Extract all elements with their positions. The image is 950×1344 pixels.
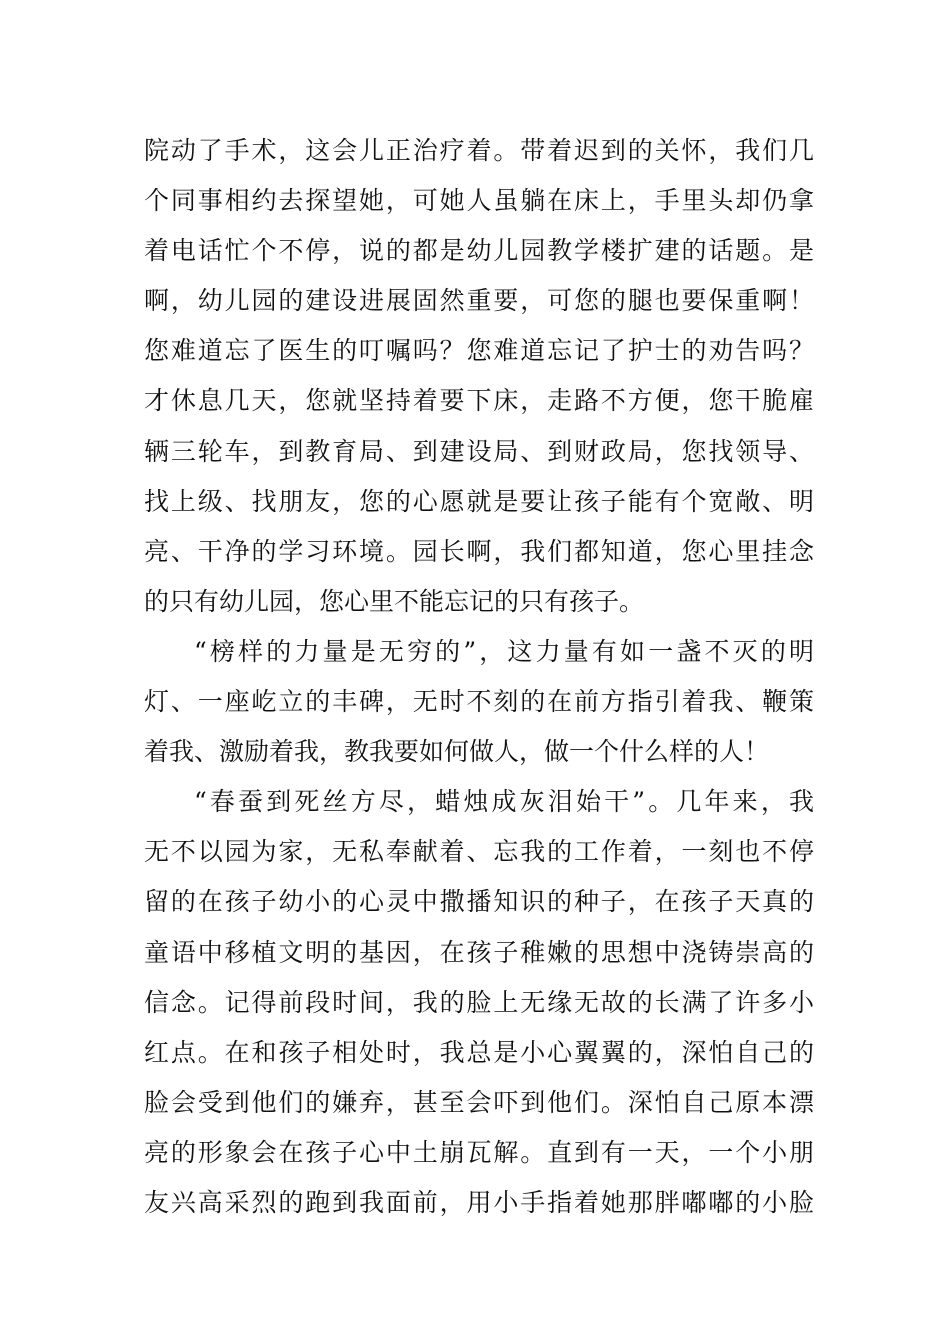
text-line: 信念。记得前段时间，我的脸上无缘无故的长满了许多小	[144, 987, 814, 1017]
text-line: 亮的形象会在孩子心中土崩瓦解。直到有一天，一个小朋	[144, 1137, 814, 1167]
text-line: 友兴高采烈的跑到我面前，用小手指着她那胖嘟嘟的小脸	[144, 1187, 814, 1217]
text-line: 才休息几天，您就坚持着要下床，走路不方便，您干脆雇	[144, 386, 814, 416]
text-line: 童语中移植文明的基因，在孩子稚嫩的思想中浇铸崇高的	[144, 937, 814, 967]
text-line: 着电话忙个不停，说的都是幼儿园教学楼扩建的话题。是	[144, 236, 814, 266]
text-line: “榜样的力量是无穷的”，这力量有如一盏不灭的明	[194, 636, 814, 666]
text-line: 脸会受到他们的嫌弃，甚至会吓到他们。深怕自己原本漂	[144, 1087, 814, 1117]
text-line: 找上级、找朋友，您的心愿就是要让孩子能有个宽敞、明	[144, 486, 814, 516]
text-line: 啊，幼儿园的建设进展固然重要，可您的腿也要保重啊！	[144, 286, 814, 316]
text-line: 着我、激励着我，教我要如何做人，做一个什么样的人！	[144, 737, 770, 767]
text-line: 的只有幼儿园，您心里不能忘记的只有孩子。	[144, 586, 645, 616]
paragraph-2	[144, 627, 814, 777]
text-line: 亮、干净的学习环境。园长啊，我们都知道，您心里挂念	[144, 536, 814, 566]
text-line: 个同事相约去探望她，可她人虽躺在床上，手里头却仍拿	[144, 186, 814, 216]
text-line: “春蚕到死丝方尽，蜡烛成灰泪始干”。几年来，我	[194, 787, 814, 817]
document-body	[144, 126, 814, 1228]
paragraph-3	[144, 777, 814, 1228]
paragraph-1	[144, 126, 814, 627]
text-line: 院动了手术，这会儿正治疗着。带着迟到的关怀，我们几	[144, 136, 814, 165]
text-line: 您难道忘了医生的叮嘱吗？您难道忘记了护士的劝告吗？	[144, 336, 814, 366]
text-line: 灯、一座屹立的丰碑，无时不刻的在前方指引着我、鞭策	[144, 687, 814, 717]
text-line: 无不以园为家，无私奉献着、忘我的工作着，一刻也不停	[144, 837, 814, 867]
text-line: 留的在孩子幼小的心灵中撒播知识的种子，在孩子天真的	[144, 887, 814, 917]
text-line: 红点。在和孩子相处时，我总是小心翼翼的，深怕自己的	[144, 1037, 814, 1067]
text-line: 辆三轮车，到教育局、到建设局、到财政局，您找领导、	[144, 436, 814, 466]
